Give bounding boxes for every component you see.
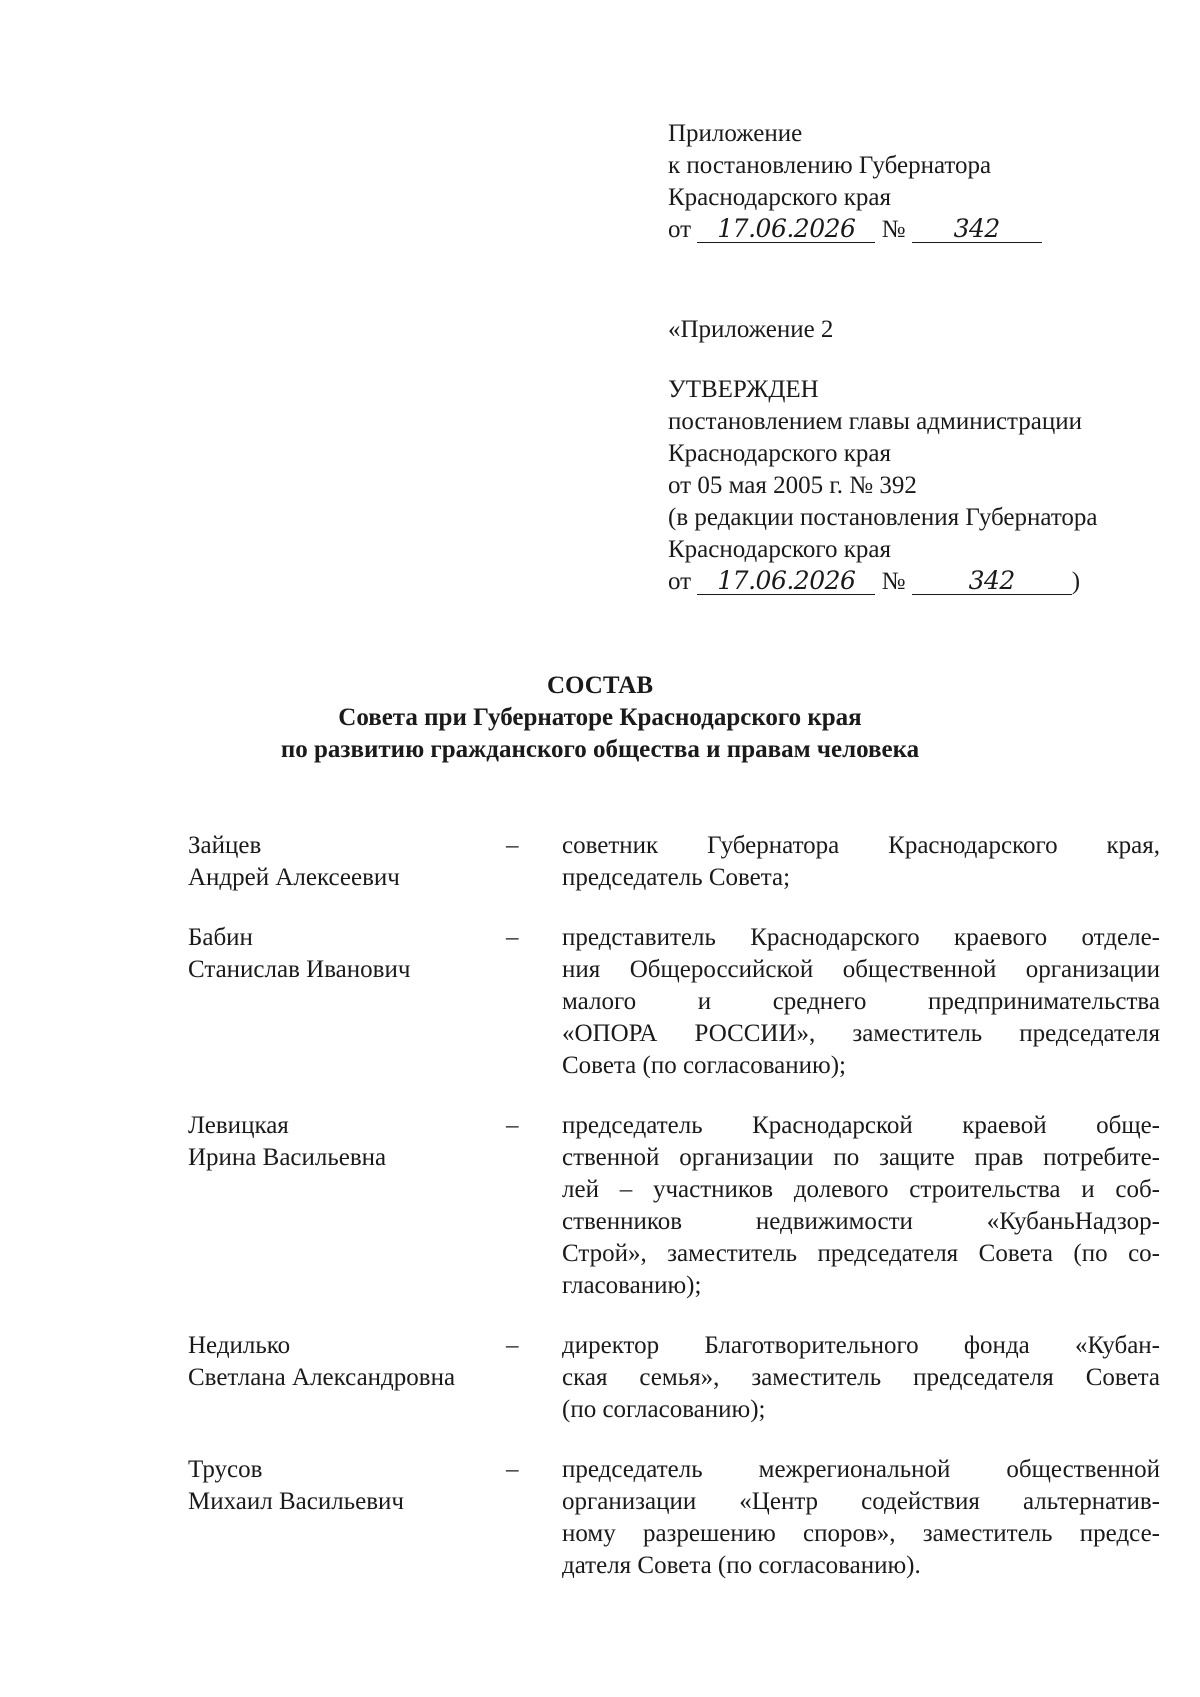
member-surname: Недилько <box>188 1332 291 1359</box>
description-line: дателя Совета (по согласованию). <box>562 1552 921 1579</box>
member-given-name: Андрей Алексеевич <box>188 864 400 891</box>
member-row <box>188 922 1172 1082</box>
description-line: «ОПОРА РОССИИ», заместитель председателя <box>562 1020 1160 1047</box>
title-line-2: Совета при Губернаторе Краснодарского края <box>338 704 862 731</box>
title-line-1: СОСТАВ <box>546 672 654 699</box>
member-surname: Зайцев <box>188 832 262 859</box>
description-line: советник Губернатора Краснодарского края, <box>562 832 1160 859</box>
handwritten-date: 17.06.2026 <box>697 216 875 243</box>
description-line: представитель Краснодарского краевого отделе- <box>562 924 1160 951</box>
member-dash: – <box>506 832 519 859</box>
member-description <box>562 922 1160 1082</box>
member-name <box>188 1454 506 1582</box>
decree-date-line <box>668 214 1042 246</box>
member-given-name: Станислав Иванович <box>188 956 411 983</box>
from-prefix: от <box>668 216 692 243</box>
member-dash: – <box>506 1456 519 1483</box>
edition-label: (в редакции постановления Губернатора <box>668 504 1098 531</box>
member-row <box>188 1454 1172 1582</box>
handwritten-number: 342 <box>912 216 1042 243</box>
member-name <box>188 1110 506 1302</box>
description-line: Строй», заместитель председателя Совета (по со- <box>562 1240 1160 1267</box>
member-description <box>562 1330 1160 1426</box>
number-prefix: № <box>881 568 906 595</box>
description-line: ственников недвижимости «КубаньНадзор- <box>562 1208 1160 1235</box>
appendix-header <box>668 118 1042 246</box>
edition-region: Краснодарского края <box>668 536 891 563</box>
edition-date-line <box>668 566 1098 598</box>
description-line: ская семья», заместитель председателя Совета <box>562 1364 1160 1391</box>
document-title <box>0 670 1200 766</box>
appendix2-label: «Приложение 2 <box>668 316 834 343</box>
description-line: ственной организации по защите прав потребите- <box>562 1144 1160 1171</box>
member-given-name: Ирина Васильевна <box>188 1144 387 1171</box>
appendix-label: Приложение <box>668 120 803 147</box>
to-decree-label: к постановлению Губернатора <box>668 152 992 179</box>
description-line: (по согласованию); <box>562 1396 766 1423</box>
member-description <box>562 1454 1160 1582</box>
description-line: председатель Краснодарской краевой обще- <box>562 1112 1160 1139</box>
close-paren: ) <box>1071 568 1081 595</box>
description-line: председатель межрегиональной общественной <box>562 1456 1160 1483</box>
description-line: малого и среднего предпринимательства <box>562 988 1160 1015</box>
region-label: Краснодарского края <box>668 184 891 211</box>
number-prefix: № <box>881 216 906 243</box>
description-line: ному разрешению споров», заместитель предсе- <box>562 1520 1160 1547</box>
description-line: лей – участников долевого строительства и соб- <box>562 1176 1160 1203</box>
handwritten-number: 342 <box>912 568 1072 595</box>
member-dash: – <box>506 1112 519 1139</box>
member-surname: Трусов <box>188 1456 263 1483</box>
approved-label: УТВЕРЖДЕН <box>668 376 819 403</box>
by-decree-label: постановлением главы администрации <box>668 408 1083 435</box>
description-line: председатель Совета; <box>562 864 791 891</box>
member-dash: – <box>506 924 519 951</box>
member-row <box>188 830 1172 894</box>
member-description <box>562 1110 1160 1302</box>
title-line-3: по развитию гражданского общества и правам человека <box>280 736 920 763</box>
member-row <box>188 1330 1172 1426</box>
original-decree-date: от 05 мая 2005 г. № 392 <box>668 472 917 499</box>
handwritten-date: 17.06.2026 <box>697 568 875 595</box>
description-line: гласованию); <box>562 1272 702 1299</box>
member-surname: Бабин <box>188 924 253 951</box>
member-given-name: Михаил Васильевич <box>188 1488 404 1515</box>
member-name <box>188 830 506 894</box>
description-line: организации «Центр содействия альтернатив- <box>562 1488 1160 1515</box>
member-name <box>188 922 506 1082</box>
description-line: Совета (по согласованию); <box>562 1052 846 1079</box>
appendix2-label-block <box>668 314 833 346</box>
member-description <box>562 830 1160 894</box>
member-dash: – <box>506 1332 519 1359</box>
approval-region: Краснодарского края <box>668 440 891 467</box>
from-prefix: от <box>668 568 692 595</box>
approval-block <box>668 374 1098 598</box>
member-row <box>188 1110 1172 1302</box>
description-line: директор Благотворительного фонда «Кубан- <box>562 1332 1160 1359</box>
member-given-name: Светлана Александровна <box>188 1364 456 1391</box>
members-list <box>188 830 1172 1610</box>
description-line: ния Общероссийской общественной организации <box>562 956 1160 983</box>
member-name <box>188 1330 506 1426</box>
member-surname: Левицкая <box>188 1112 289 1139</box>
